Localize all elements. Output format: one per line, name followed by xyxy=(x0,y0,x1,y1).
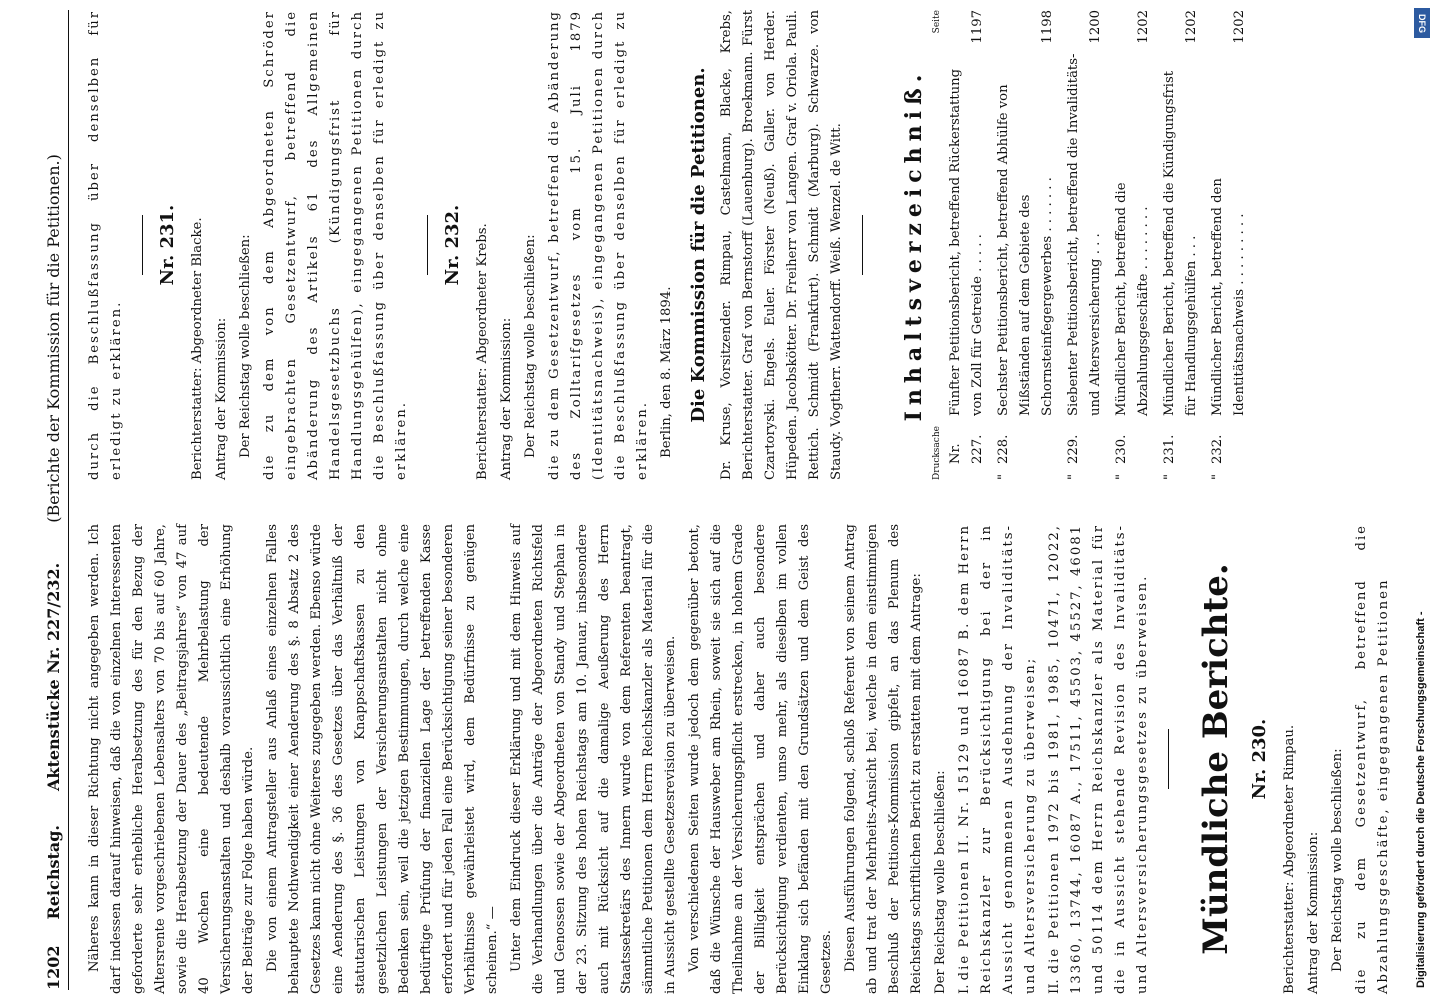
toc-head-right: Seite xyxy=(932,10,942,34)
toc-page: 1197 xyxy=(970,10,985,44)
toc-page: 1202 xyxy=(1184,10,1199,44)
divider xyxy=(862,215,863,275)
section-title: Mündliche Berichte. xyxy=(1196,563,1236,955)
toc-mark: " xyxy=(1114,473,1129,480)
toc-text: Mündlicher Bericht, betreffend den Identitätsnachweis . . . . . . . . . xyxy=(1210,178,1247,416)
toc-title: Inhaltsverzeichniß. xyxy=(901,68,927,422)
toc-nr: 231. xyxy=(1162,434,1177,464)
nr232-text: die zu dem Gesetzentwurf, betreffend die Abänderung des Zolltarifgesetzes vom 15. Juli 1879 (Identitätsnachweis), eingegangenen Petitionen durch die Beschlußfassung über denselben für erledigt zu erklären. xyxy=(547,10,650,480)
credit-text: Digitalisierung gefördert durch die Deutsche Forschungsgemeinschaft - xyxy=(1415,611,1427,988)
toc-page: 1200 xyxy=(1088,10,1103,44)
toc-nr: 228. xyxy=(996,434,1011,464)
resolution-intro: Der Reichstag wolle beschließen: xyxy=(933,770,948,994)
toc-entry xyxy=(1207,10,1251,480)
nr231-reporter: Berichterstatter: Abgeordneter Blacke. xyxy=(190,217,205,480)
toc-nr: Nr. 227. xyxy=(948,434,985,464)
toc-text: Fünfter Petitionsbericht, betreffend Rückerstattung von Zoll für Getreide . . . . . xyxy=(948,68,985,416)
running-header xyxy=(40,10,69,990)
right-column xyxy=(84,10,1255,480)
header-section: (Berichte der Kommission für die Petitionen.) xyxy=(44,154,63,523)
toc-entry xyxy=(993,10,1059,480)
toc-mark: " xyxy=(1066,473,1081,480)
nr230-antrag: Antrag der Kommission: xyxy=(1306,831,1321,994)
header-aktenstuecke: Aktenstücke Nr. 227/232. xyxy=(44,562,63,792)
toc-mark: " xyxy=(996,473,1011,480)
paragraph: Die von einem Antragsteller aus Anlaß eines einzelnen Falles behauptete Nothwendigkeit einer Aenderung des §. 8 Absatz 2 des Gesetzes kann nicht ohne Weiteres zugegeben werden. Ebenso würde eine Aenderung des §. 36 des Gesetzes über das Verhältniß der statutarischen Leistungen von Knappschaftskassen zu den gesetzlichen Leistungen der Versicherungsanstalten nicht ohne Bedenken sein, weil die jetzigen Bestimmungen, durch welche eine bedürftige Prüfung der finanziellen Lage der betreffenden Kasse erfordert und für jeden Fall eine Berücksichtigung seiner besonderen Verhältnisse gewährleistet wird, dem Bedürfnisse zu genügen scheinen.“ — xyxy=(265,524,500,994)
toc-text: Siebenter Petitionsbericht, betreffend die Invaliditäts- und Altersversicherung . . . xyxy=(1066,53,1103,416)
nr232-reporter: Berichterstatter: Abgeordneter Krebs. xyxy=(475,223,490,480)
continuation-text: durch die Beschlußfassung über denselben für erledigt zu erklären. xyxy=(87,10,124,480)
dfg-logo: DFG xyxy=(1414,8,1430,38)
paragraph: Näheres kann in dieser Richtung nicht angegeben werden. Ich darf indessen darauf hinweisen, daß die von einzelnen Interessenten geforderte sehr erhebliche Herabsetzung des für den Bezug der Altersrente vorgeschriebenen Lebensalters von 70 bis auf 60 Jahre, sowie die Herabsetzung der Dauer des „Beitragsjahres“ von 47 auf 40 Wochen eine bedeutende Mehrbelastung der Versicherungsanstalten und deshalb voraussichtlich eine Erhöhung der Beiträge zur Folge haben würde. xyxy=(87,524,256,994)
page-number: 1202 xyxy=(44,945,63,990)
toc-text: Sechster Petitionsbericht, betreffend Abhülfe von Mißständen auf dem Gebiete des Schornsteinfegergewerbes . . . . . . . xyxy=(996,84,1055,416)
nr231-beschluss: Der Reichstag wolle beschließen: xyxy=(238,234,253,458)
paragraph: Unter dem Eindruck dieser Erklärung und mit dem Hinweis auf die Verhandlungen über die Anträge der Abgeordneten Richtsfeld und Genossen sowie der Abgeordneten von Standy und Stephan in der 23. Sitzung des hohen Reichstags am 10. Januar, insbesondere auch mit Rücksicht auf die damalige Aeußerung des Herrn Staatssekretärs des Innern wurde von dem Referenten beantragt, sämmtliche Petitionen dem Herrn Reichskanzler als Material für die in Aussicht gestellte Gesetzesrevision zu überweisen. xyxy=(509,524,678,994)
resolution-item xyxy=(954,524,1042,994)
toc-entry xyxy=(1159,10,1203,480)
left-column xyxy=(84,524,1397,994)
toc-entry xyxy=(945,10,989,480)
divider xyxy=(427,215,428,275)
digitization-credit xyxy=(1412,8,1432,988)
toc-entry xyxy=(1111,10,1155,480)
paragraph: Von verschiedenen Seiten wurde jedoch dem gegenüber betont, daß die Wünsche der Hausweber am Rhein, soweit sie sich auf die Theilnahme an der Versicherungspflicht erstrecken, in hohem Grade der Billigkeit entsprächen und daher auch besondere Berücksichtigung verdienten, umso mehr, als dieselben im vollen Einklang sich befänden mit den Grundsätzen und dem Geist des Gesetzes. xyxy=(687,524,834,994)
toc-nr: 230. xyxy=(1114,434,1129,464)
resolution-text: die Petitionen 1972 bis 1981, 1985, 10471, 12022, 13360, 13744, 16087 A., 17511, 45503, 45527, 46081 und 50114 dem Herrn Reichskanzler als Material für die in Aussicht stehende Revision des Invaliditäts- und Altersversicherungsgesetzes zu überweisen. xyxy=(1047,524,1150,994)
toc-nr: 232. xyxy=(1210,434,1225,464)
toc-text: Mündlicher Bericht, betreffend die Abzahlungsgeschäfte . . . . . . . . xyxy=(1114,182,1151,416)
toc-head xyxy=(931,10,943,480)
toc-nr: 229. xyxy=(1066,434,1081,464)
nr232-title: Nr. 232. xyxy=(442,204,463,286)
nr230-beschluss: Der Reichstag wolle beschließen: xyxy=(1330,748,1345,972)
nr230-title: Nr. 230. xyxy=(1249,718,1270,800)
commission-title: Die Kommission für die Petitionen. xyxy=(688,67,709,423)
resolution-item xyxy=(1044,524,1154,994)
resolution-text: die Petitionen II. Nr. 15129 und 16087 B. dem Herrn Reichskanzler zur Berücksichtigung bei der in Aussicht genommenen Ausdehnung der Invaliditäts- und Altersversicherung zu überweisen; xyxy=(957,524,1038,994)
toc-page: 1202 xyxy=(1232,10,1247,44)
nr232-beschluss: Der Reichstag wolle beschließen: xyxy=(523,234,538,458)
date-line: Berlin, den 8. März 1894. xyxy=(659,286,674,458)
nr231-text: die zu dem von dem Abgeordneten Schröder eingebrachten Gesetzentwurf, betreffend die Abänderung des Artikels 61 des Allgemeinen Handelsgesetzbuchs (Kündigungsfrist für Handlungsgehülfen), eingegangenen Petitionen durch die Beschlußfassung über denselben für erledigt zu erklären. xyxy=(262,10,409,480)
nr232-antrag: Antrag der Kommission: xyxy=(499,317,514,480)
resolution-marker: I. xyxy=(957,984,972,994)
divider xyxy=(142,215,143,275)
toc-mark: " xyxy=(1162,473,1177,480)
toc-page: 1202 xyxy=(1136,10,1151,44)
nr230-text: die zu dem Gesetzentwurf, betreffend die Abzahlungsgeschäfte, eingegangenen Petitionen xyxy=(1354,524,1391,994)
paragraph: Diesen Ausführungen folgend, schloß Referent von seinem Antrag ab und trat der Mehrheits-Ansicht bei, welche in dem einstimmigen Beschluß der Petitions-Kommission gipfelt, an das Plenum des Reichstags schriftlichen Bericht zu erstatten mit dem Antrage: xyxy=(843,524,924,994)
resolution-marker: II. xyxy=(1047,979,1062,994)
toc-mark: " xyxy=(1210,473,1225,480)
nr231-title: Nr. 231. xyxy=(157,204,178,286)
nr231-antrag: Antrag der Kommission: xyxy=(214,317,229,480)
toc-entry xyxy=(1063,10,1107,480)
commission-members: Dr. Kruse, Vorsitzender. Rimpau, Castelmann, Blacke, Krebs, Berichterstatter. Graf von Bernstorff (Lauenburg). Broekmann. Fürst Czartoryski. Engels. Euler. Förster (Neuß). Galler. von Herder. Hüpeden. Jacobskötter. Dr. Freiherr von Langen. Graf v. Oriola. Pauli. Rettich. Schmidt (Frankfurt). Schmidt (Marburg). Schwarze. von Staudy. Vogtherr. Wattendorff. Weiß. Wenzel. de Witt. xyxy=(719,10,844,480)
divider xyxy=(1168,729,1169,789)
header-reichstag: Reichstag. xyxy=(44,825,63,920)
toc-text: Mündlicher Bericht, betreffend die Kündigungsfrist für Handlungsgehülfen . . . xyxy=(1162,70,1199,416)
nr230-reporter: Berichterstatter: Abgeordneter Rimpau. xyxy=(1282,724,1297,994)
toc-page: 1198 xyxy=(1040,10,1055,44)
toc-head-left: Drucksache xyxy=(932,426,942,480)
